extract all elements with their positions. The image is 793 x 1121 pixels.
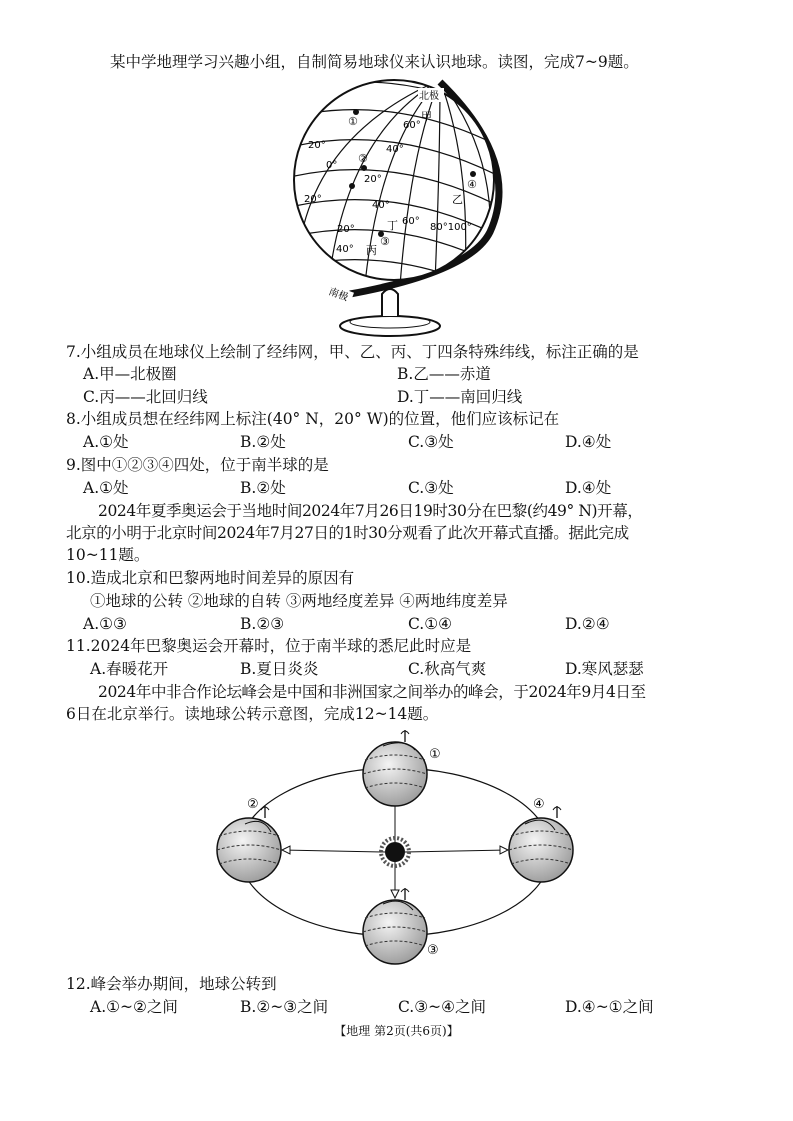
q8-option-b[interactable]: B.②处 [240,433,286,451]
point-2-dot [361,165,367,171]
globe-figure [290,72,520,342]
earth-1 [363,730,427,806]
intro-paris-line3: 10~11题。 [66,546,150,564]
earth-4 [509,806,573,882]
intro-globe: 某中学地理学习兴趣小组，自制简易地球仪来认识地球。读图，完成7~9题。 [110,53,639,71]
label-bing: 丙 [366,244,377,257]
page-footer: 【地理 第2页(共6页)】 [334,1024,459,1038]
orbit-label-4: ④ [533,797,545,812]
lon-60a-label: 60° [403,120,421,131]
q9-option-c[interactable]: C.③处 [408,479,454,497]
lat-20s-a-label: 20° [304,194,322,205]
point-1-label: ① [348,115,358,128]
label-ding: 丁 [387,219,398,232]
earth-3 [363,888,427,964]
lat-0-label: 0° [326,160,338,171]
q12-option-a[interactable]: A.①~②之间 [90,998,178,1016]
q12-option-c[interactable]: C.③~④之间 [398,998,487,1016]
q9-option-a[interactable]: A.①处 [83,479,129,497]
q8-stem: 8.小组成员想在经纬网上标注(40° N，20° W)的位置，他们应该标记在 [66,410,560,428]
q7-option-a[interactable]: A.甲—北极圈 [83,365,177,383]
q9-stem: 9.图中①②③④四处，位于南半球的是 [66,456,329,474]
lon-80-100-label: 80°100° [430,222,472,233]
q11-option-c[interactable]: C.秋高气爽 [408,660,487,678]
point-3-label: ③ [380,235,390,248]
q9-option-b[interactable]: B.②处 [240,479,286,497]
q7-stem: 7.小组成员在地球仪上绘制了经纬网，甲、乙、丙、丁四条特殊纬线，标注正确的是 [66,343,639,361]
q9-option-d[interactable]: D.④处 [565,479,612,497]
q7-option-d[interactable]: D.丁——南回归线 [397,388,523,406]
lon-20-label: 20° [364,174,382,185]
lon-40b-label: 40° [372,200,390,211]
label-jia: 甲 [421,110,432,123]
point-4-label: ④ [467,178,477,191]
earth-2 [217,806,281,882]
q11-option-d[interactable]: D.寒风瑟瑟 [565,660,644,678]
lat-40s-label: 40° [336,244,354,255]
lon-60b-label: 60° [402,216,420,227]
q12-option-d[interactable]: D.④~①之间 [565,998,654,1016]
q10-stem: 10.造成北京和巴黎两地时间差异的原因有 [66,569,355,587]
q11-option-b[interactable]: B.夏日炎炎 [240,660,319,678]
intro-paris-line1: 2024年夏季奥运会于当地时间2024年7月26日19时30分在巴黎(约49° N)开幕， [98,502,643,520]
orbit-label-3: ③ [427,943,439,958]
lat-20s-b-label: 20° [337,224,355,235]
q8-option-c[interactable]: C.③处 [408,433,454,451]
q10-option-d[interactable]: D.②④ [565,615,610,633]
intro-summit-line2: 6日在北京举行。读地球公转示意图，完成12~14题。 [66,705,439,723]
lat-20n-label: 20° [308,140,326,151]
q10-items: ①地球的公转 ②地球的自转 ③两地经度差异 ④两地纬度差异 [90,592,508,610]
q10-option-b[interactable]: B.②③ [240,615,285,633]
lon-40a-label: 40° [386,144,404,155]
q11-stem: 11.2024年巴黎奥运会开幕时，位于南半球的悉尼此时应是 [66,637,472,655]
q7-option-b[interactable]: B.乙——赤道 [397,365,491,383]
north-pole-label: 北极 [419,91,439,102]
globe-stem [382,289,398,316]
q8-option-d[interactable]: D.④处 [565,433,612,451]
q10-option-a[interactable]: A.①③ [83,615,127,633]
intro-paris-line2: 北京的小明于北京时间2024年7月27日的1时30分观看了此次开幕式直播。据此完成 [66,524,629,542]
label-yi: 乙 [452,193,463,206]
south-pole-label: 南极 [326,286,350,304]
q10-option-c[interactable]: C.①④ [408,615,453,633]
orbit-label-1: ① [429,747,441,762]
point-2-label: ② [358,152,368,165]
point-4-dot [470,171,476,177]
intro-summit-line1: 2024年中非合作论坛峰会是中国和非洲国家之间举办的峰会，于2024年9月4日至 [98,683,646,701]
q11-option-a[interactable]: A.春暖花开 [90,660,169,678]
q8-option-a[interactable]: A.①处 [83,433,129,451]
orbit-figure [205,728,575,968]
extra-dot [349,183,355,189]
q12-stem: 12.峰会举办期间，地球公转到 [66,975,277,993]
q7-option-c[interactable]: C.丙——北回归线 [83,388,208,406]
q12-option-b[interactable]: B.②~③之间 [240,998,329,1016]
orbit-label-2: ② [247,797,259,812]
